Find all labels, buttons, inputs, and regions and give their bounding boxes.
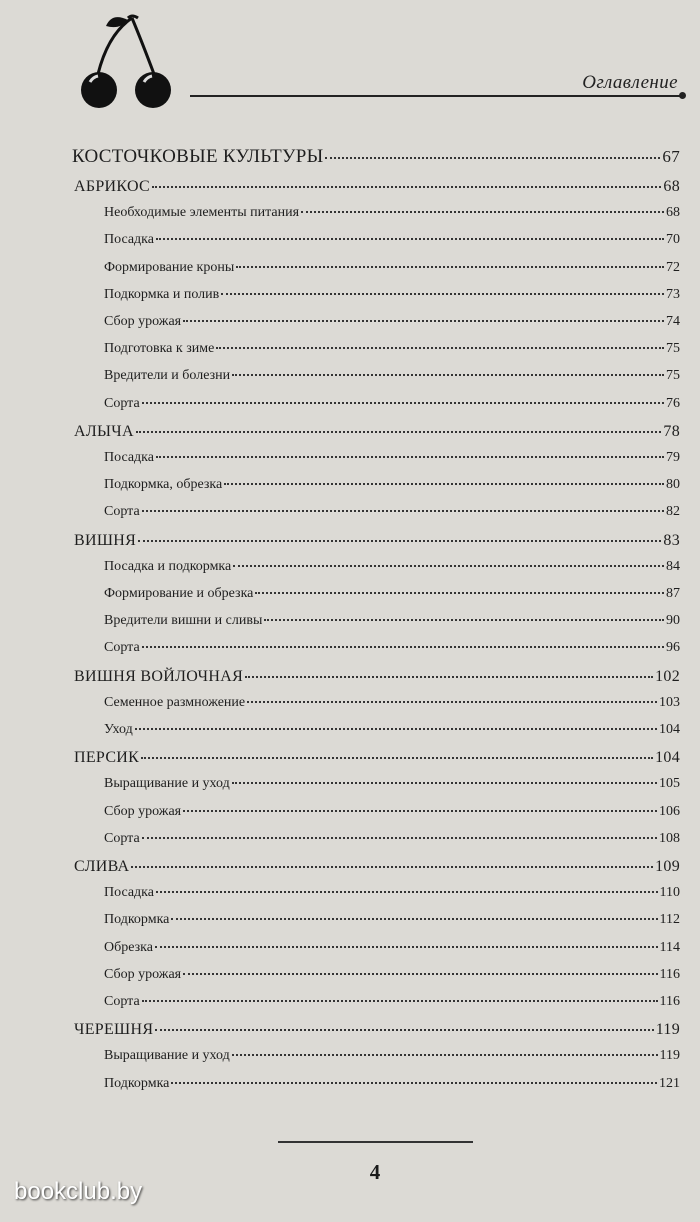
toc-page-number: 109: [655, 858, 680, 875]
toc-page-number: 104: [659, 722, 680, 737]
toc-dot-leader: [232, 782, 657, 784]
toc-page-number: 116: [659, 994, 680, 1009]
toc-label: Посадка: [104, 885, 154, 901]
toc-subitem: [104, 341, 680, 357]
toc-page-number: 76: [666, 395, 680, 411]
toc-dot-leader: [233, 565, 664, 567]
toc-subitem: [104, 287, 680, 303]
toc-label: Сорта: [104, 830, 140, 846]
toc-subitem: [104, 368, 680, 384]
toc-label: Сбор урожая: [104, 314, 182, 329]
toc-dot-leader: [131, 866, 653, 868]
toc-dot-leader: [183, 810, 657, 812]
toc-label: Сорта: [104, 395, 140, 411]
header-divider-dot: [679, 92, 686, 99]
toc-page-number: 90: [666, 613, 680, 629]
toc-label: Вредители и болезни: [104, 368, 231, 384]
toc-section: [74, 532, 680, 550]
toc-page-number: 114: [659, 939, 680, 955]
toc-subitem: [104, 967, 680, 983]
toc-page-number: 75: [666, 341, 680, 357]
toc-subitem: [104, 722, 680, 738]
toc-page-number: 84: [666, 558, 680, 574]
toc-dot-leader: [141, 757, 653, 759]
toc-dot-leader: [232, 374, 664, 376]
toc-section: [74, 668, 680, 686]
toc-subitem: [104, 586, 680, 602]
toc-subitem: [104, 559, 680, 575]
watermark: bookclub.by: [14, 1178, 143, 1205]
toc-subitem: [104, 396, 680, 412]
toc-label: Подкормка: [104, 912, 170, 928]
toc-dot-leader: [183, 320, 664, 322]
toc-dot-leader: [152, 186, 661, 188]
toc-subitem: [104, 831, 680, 847]
toc-page-number: 75: [666, 368, 680, 384]
toc-subitem: [104, 232, 680, 248]
toc-label: Уход: [104, 722, 133, 737]
toc-page-number: 105: [659, 776, 680, 792]
toc-subitem: [104, 912, 680, 928]
toc-subitem: [104, 1076, 680, 1092]
toc-label: Сбор урожая: [104, 966, 182, 982]
toc-label: Посадка: [104, 232, 154, 248]
toc-label: АБРИКОС: [74, 178, 150, 195]
toc-dot-leader: [171, 918, 657, 920]
toc-page-number: 106: [659, 803, 680, 819]
header-title: Оглавление: [582, 72, 678, 93]
toc-page-number: 82: [666, 504, 680, 520]
toc-dot-leader: [135, 728, 657, 730]
toc-label: Выращивание и уход: [104, 1048, 230, 1064]
toc-label: Подкормка, обрезка: [104, 477, 223, 493]
toc-dot-leader: [183, 973, 657, 975]
toc-dot-leader: [232, 1054, 658, 1056]
toc-page-number: 116: [659, 966, 680, 982]
toc-subitem: [104, 776, 680, 792]
toc-dot-leader: [155, 946, 658, 948]
toc-subitem: [104, 205, 680, 221]
toc-page-number: 102: [655, 667, 680, 685]
toc-dot-leader: [247, 701, 657, 703]
toc-dot-leader: [138, 540, 661, 542]
toc-page-number: 78: [663, 422, 680, 440]
toc-label: Сбор урожая: [104, 803, 182, 819]
toc-page-number: 73: [666, 286, 680, 302]
toc-section: [74, 1021, 680, 1039]
toc-label: Необходимые элементы питания: [104, 205, 300, 221]
toc-page-number: 87: [666, 586, 680, 601]
toc-label: Формирование кроны: [104, 259, 235, 275]
toc-dot-leader: [301, 211, 664, 213]
toc-dot-leader: [245, 676, 653, 678]
toc-dot-leader: [142, 402, 664, 404]
toc-page-number: 110: [659, 885, 680, 901]
toc-label: ПЕРСИК: [74, 749, 140, 767]
toc-subitem: [104, 260, 680, 276]
toc-label: Выращивание и уход: [104, 776, 230, 792]
toc-label: Формирование и обрезка: [104, 586, 254, 601]
toc-subitem: [104, 613, 680, 629]
toc-dot-leader: [216, 347, 664, 349]
toc-dot-leader: [156, 238, 664, 240]
toc-label: ВИШНЯ: [74, 531, 137, 549]
toc-label: СЛИВА: [74, 858, 130, 875]
toc-section: [74, 178, 680, 196]
toc-dot-leader: [142, 510, 664, 512]
toc-label: Сорта: [104, 994, 140, 1009]
toc-page-number: 119: [655, 1021, 680, 1039]
toc-dot-leader: [224, 483, 664, 485]
toc-subitem: [104, 885, 680, 901]
header-divider: [190, 95, 684, 97]
toc-page-number: 104: [655, 749, 680, 767]
toc-chapter: [72, 146, 680, 168]
toc-label: Обрезка: [104, 939, 153, 955]
toc-page-number: 112: [659, 912, 680, 928]
toc-label: Подкормка и полив: [104, 286, 220, 302]
toc-label: Семенное размножение: [104, 694, 246, 710]
toc-page-number: 70: [666, 232, 680, 248]
toc-subitem: [104, 1048, 680, 1064]
toc-label: КОСТОЧКОВЫЕ КУЛЬТУРЫ: [72, 146, 324, 167]
toc-label: Подготовка к зиме: [104, 341, 215, 357]
page-number: 4: [369, 1160, 381, 1184]
toc-section: [74, 423, 680, 441]
toc-subitem: [104, 314, 680, 330]
toc-label: Сорта: [104, 504, 140, 520]
toc-subitem: [104, 477, 680, 493]
toc-dot-leader: [156, 456, 664, 458]
toc-label: ВИШНЯ ВОЙЛОЧНАЯ: [74, 667, 244, 685]
toc-subitem: [104, 695, 680, 711]
toc-dot-leader: [325, 157, 660, 159]
toc-dot-leader: [142, 646, 664, 648]
toc-label: АЛЫЧА: [74, 422, 134, 440]
toc-dot-leader: [255, 592, 664, 594]
toc-dot-leader: [156, 891, 658, 893]
toc-dot-leader: [264, 619, 664, 621]
toc-label: Посадка и подкормка: [104, 558, 232, 574]
toc-label: Вредители вишни и сливы: [104, 613, 263, 629]
toc-label: Подкормка: [104, 1075, 170, 1091]
toc-page-number: 103: [659, 694, 680, 710]
toc-dot-leader: [142, 1000, 658, 1002]
cherry-icon: [66, 12, 176, 112]
toc-page-number: 121: [659, 1075, 680, 1091]
toc-page-number: 83: [663, 531, 680, 549]
footer-divider: [278, 1141, 473, 1143]
toc-subitem: [104, 640, 680, 656]
toc-page-number: 67: [662, 147, 680, 166]
toc-label: Сорта: [104, 640, 140, 656]
toc-subitem: [104, 804, 680, 820]
toc-section: [74, 749, 680, 767]
toc-page-number: 108: [659, 830, 680, 846]
toc-page-number: 79: [666, 450, 680, 465]
toc-label: Посадка: [104, 450, 154, 465]
toc-subitem: [104, 504, 680, 520]
toc-page-number: 72: [666, 259, 680, 275]
toc-dot-leader: [236, 266, 664, 268]
toc-subitem: [104, 450, 680, 466]
toc-page-number: 80: [666, 477, 680, 493]
toc-page-number: 74: [666, 314, 680, 329]
toc-section: [74, 858, 680, 876]
toc-page-number: 96: [666, 640, 680, 656]
toc-label: ЧЕРЕШНЯ: [74, 1021, 154, 1039]
toc-subitem: [104, 994, 680, 1010]
toc-page-number: 119: [659, 1048, 680, 1064]
toc-dot-leader: [155, 1029, 653, 1031]
toc-dot-leader: [171, 1082, 657, 1084]
toc-page-number: 68: [663, 178, 680, 195]
toc-page-number: 68: [666, 205, 680, 221]
toc-dot-leader: [136, 431, 662, 433]
toc-dot-leader: [142, 837, 657, 839]
toc-dot-leader: [221, 293, 664, 295]
toc-subitem: [104, 940, 680, 956]
